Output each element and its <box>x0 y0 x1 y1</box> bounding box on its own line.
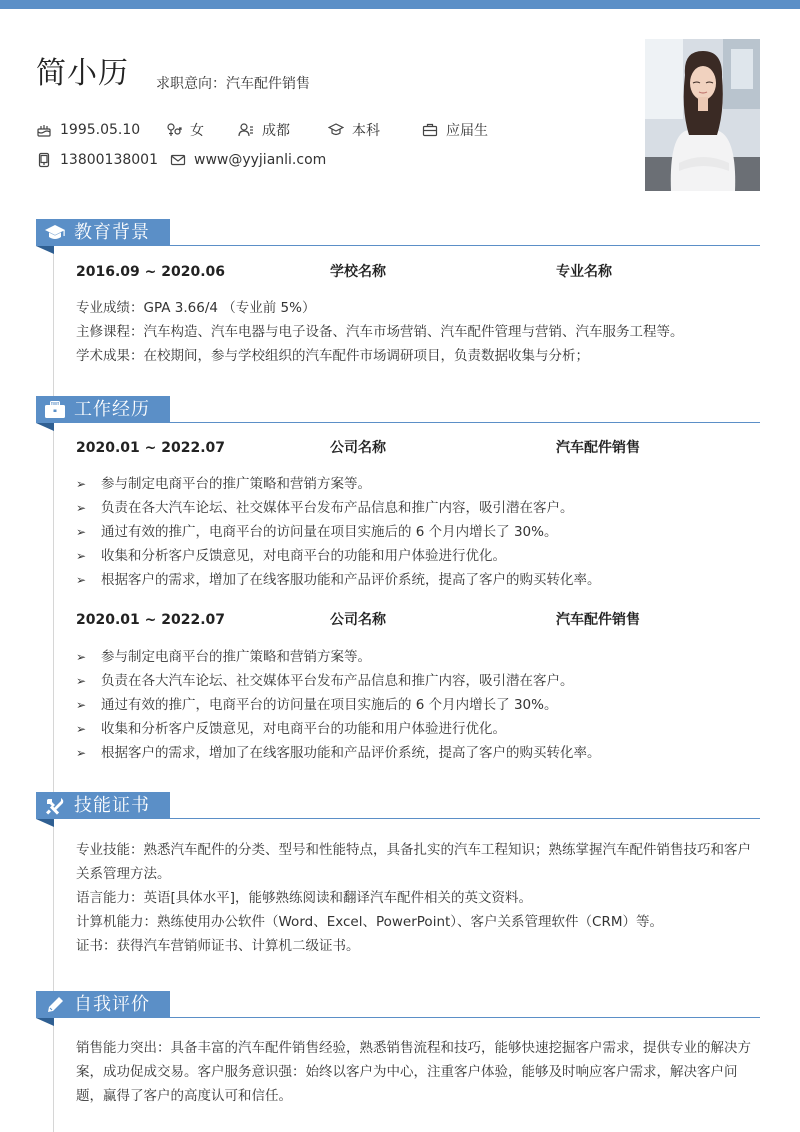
cake-icon <box>36 122 52 138</box>
gender-value: 女 <box>190 123 204 139</box>
education-details <box>76 296 760 368</box>
phone-value: 13800138001 <box>60 152 158 168</box>
education-line: 专业成绩：GPA 3.66/4 （专业前 5%） <box>76 300 316 316</box>
user-location-icon <box>238 122 254 138</box>
info-phone <box>36 149 158 171</box>
work-bullets <box>76 645 760 765</box>
skills-line: 计算机能力：熟练使用办公软件（Word、Excel、PowerPoint）、客户关系管理软件（CRM）等。 <box>76 914 663 930</box>
birth-date: 1995.05.10 <box>60 122 141 138</box>
position-name: 汽车配件销售 <box>556 612 640 628</box>
section-title: 工作经历 <box>74 399 150 420</box>
company-name: 公司名称 <box>330 612 386 628</box>
portrait-illustration <box>645 39 760 191</box>
list-item: ➢ 通过有效的推广，电商平台的访问量在项目实施后的 6 个月内增长了 30%。 <box>76 693 760 717</box>
list-item: ➢ 收集和分析客户反馈意见，对电商平台的功能和用户体验进行优化。 <box>76 544 760 568</box>
job-intent: 求职意向：汽车配件销售 <box>156 76 310 92</box>
info-gender <box>166 119 204 141</box>
briefcase-icon <box>422 122 438 138</box>
profile-photo <box>645 39 760 191</box>
list-item: ➢ 参与制定电商平台的推广策略和营销方案等。 <box>76 645 760 669</box>
section-fold <box>36 246 54 254</box>
position-name: 汽车配件销售 <box>556 440 640 456</box>
section-self-header <box>36 991 760 1025</box>
section-tab <box>36 219 170 246</box>
list-item: ➢ 负责在各大汽车论坛、社交媒体平台发布产品信息和推广内容，吸引潜在客户。 <box>76 496 760 520</box>
section-title: 教育背景 <box>74 222 150 243</box>
section-work-header <box>36 396 760 430</box>
section-fold <box>36 1018 54 1026</box>
info-birth <box>36 119 140 141</box>
self-eval-details <box>76 1036 760 1108</box>
degree-value: 本科 <box>352 123 380 139</box>
section-title: 自我评价 <box>74 994 150 1015</box>
list-item: ➢ 根据客户的需求，增加了在线客服功能和产品评价系统，提高了客户的购买转化率。 <box>76 568 760 592</box>
section-tab <box>36 396 170 423</box>
briefcase-icon <box>44 401 66 419</box>
education-period: 2016.09 ~ 2020.06 <box>76 264 226 280</box>
work-bullets <box>76 472 760 592</box>
work-period: 2020.01 ~ 2022.07 <box>76 612 226 628</box>
list-item: ➢ 收集和分析客户反馈意见，对电商平台的功能和用户体验进行优化。 <box>76 717 760 741</box>
email-icon <box>170 152 186 168</box>
info-status <box>422 119 488 141</box>
section-title: 技能证书 <box>74 795 150 816</box>
top-accent-bar <box>0 0 800 9</box>
section-education-header <box>36 219 760 253</box>
gender-icon <box>166 122 182 138</box>
phone-icon <box>36 152 52 168</box>
education-line: 学术成果：在校期间，参与学校组织的汽车配件市场调研项目，负责数据收集与分析； <box>76 348 589 364</box>
graduation-cap-icon <box>44 224 66 242</box>
list-item: ➢ 参与制定电商平台的推广策略和营销方案等。 <box>76 472 760 496</box>
section-fold <box>36 819 54 827</box>
company-name: 公司名称 <box>330 440 386 456</box>
skills-line: 专业技能：熟悉汽车配件的分类、型号和性能特点，具备扎实的汽车工程知识；熟练掌握汽车配件销售技巧和客户关系管理方法。 <box>76 842 751 882</box>
skills-line: 语言能力：英语[具体水平]，能够熟练阅读和翻译汽车配件相关的英文资料。 <box>76 890 533 906</box>
info-row-basic <box>36 119 596 141</box>
school-name: 学校名称 <box>330 264 386 280</box>
work-period: 2020.01 ~ 2022.07 <box>76 440 226 456</box>
education-entry-header <box>76 261 756 283</box>
email-value: www@yyjianli.com <box>194 152 327 168</box>
info-email <box>170 149 326 171</box>
info-degree <box>328 119 380 141</box>
self-eval-text: 销售能力突出：具备丰富的汽车配件销售经验，熟悉销售流程和技巧，能够快速挖掘客户需求，提供专业的解决方案，成功促成交易。客户服务意识强：始终以客户为中心，注重客户体验，能够及时响应客户需求，解决客户问题，赢得了客户的高度认可和信任。 <box>76 1040 751 1104</box>
work-entry-header <box>76 609 756 631</box>
wrench-icon <box>44 797 66 815</box>
list-item: ➢ 负责在各大汽车论坛、社交媒体平台发布产品信息和推广内容，吸引潜在客户。 <box>76 669 760 693</box>
section-skills-header <box>36 792 760 826</box>
section-tab <box>36 991 170 1018</box>
major-name: 专业名称 <box>556 264 612 280</box>
info-row-contact <box>36 149 596 171</box>
education-line: 主修课程：汽车构造、汽车电器与电子设备、汽车市场营销、汽车配件管理与营销、汽车服务工程等。 <box>76 324 684 340</box>
graduation-cap-icon <box>328 122 344 138</box>
section-tab <box>36 792 170 819</box>
list-item: ➢ 根据客户的需求，增加了在线客服功能和产品评价系统，提高了客户的购买转化率。 <box>76 741 760 765</box>
skills-line: 证书：获得汽车营销师证书、计算机二级证书。 <box>76 938 360 954</box>
location-value: 成都 <box>262 123 290 139</box>
status-value: 应届生 <box>446 123 488 139</box>
section-fold <box>36 423 54 431</box>
skills-details <box>76 838 760 958</box>
work-entry-header <box>76 437 756 459</box>
pen-icon <box>44 996 66 1014</box>
list-item: ➢ 通过有效的推广，电商平台的访问量在项目实施后的 6 个月内增长了 30%。 <box>76 520 760 544</box>
info-location <box>238 119 290 141</box>
candidate-name: 简小历 <box>36 56 129 91</box>
